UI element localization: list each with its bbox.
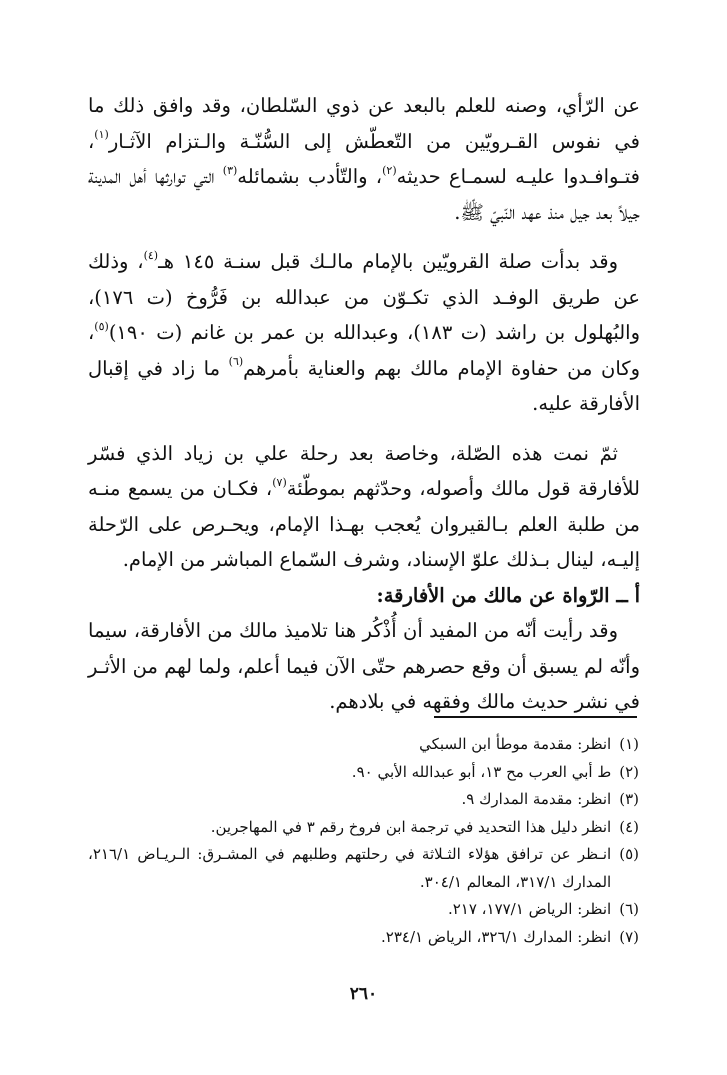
footnote-separator [434,716,637,718]
paragraph-1-text-4: التي توارثها أهل المدينة جيلاً بعد جيل منذ عهد النّبيّ ﷺ. [88,165,640,224]
footnote-number: (٢) [619,762,639,781]
footnote-text: انظر: مقدمة المدارك ٩. [461,790,612,808]
footnote-ref-2[interactable]: (٢) [382,163,397,177]
paragraph-3-text-2: ، فكـان من يسمع منـه من طلبة العلم بـالقيروان يُعجب بهـذا الإمام، ويحـرص على الرّحلة إليـه، لينال بـذلك علوّ الإسناد، وشرف السّماع المباشر من الإمام. [88,477,640,571]
footnote-ref-6[interactable]: (٦) [228,355,244,368]
footnote-number: (٣) [619,790,639,808]
footnote-ref-4[interactable]: (٤) [143,248,159,262]
paragraph-2 [88,244,640,422]
footnote-number: (٥) [619,845,639,863]
footnote-number: (١) [619,735,639,753]
footnote-5 [88,841,639,896]
footnote-text: انـظر عن ترافق هؤلاء الثـلاثة في رحلتهم وطلبهم في المشـرق: الـريـاض ٢١٦/١، المدارك ٣١٧/١، المعالم ٣٠٤/١. [88,845,612,891]
footnote-ref-5[interactable]: (٥) [94,319,109,333]
paragraph-2-text-2: ، وذلك عن طريق الوفـد الذي تكـوّن من عبدالله بن فَرُّوخ (ت ١٧٦)، والبُهلول بن راشد (ت ١٨٣)، وعبدالله بن عمر بن غانم (ت ١٩٠) [88,250,641,344]
footnote-4 [88,814,639,842]
footnote-text: ط أبي العرب مح ١٣، أبو عبدالله الأبي ٩٠. [351,762,612,781]
paragraph-1-text-1: عن الرّأي، وصنه للعلم بالبعد عن ذوي السّلطان، وقد وافق ذلك ما في نفوس القـرويّين من التّعطّش إلى السُّنّـة والـتزام الآثـار [88,94,640,153]
footnote-6 [88,896,639,924]
paragraph-1-text-3: ، والتّأدب بشمائله [237,165,383,188]
footnote-ref-7[interactable]: (٧) [272,475,287,489]
footnote-3 [88,786,639,814]
paragraph-2-text-4: ما زاد في إقبال الأفارقة عليه. [88,356,640,415]
footnote-1 [88,731,639,759]
footnote-text: انظر: مقدمة موطأ ابن السبكي [419,735,612,753]
footnote-7 [88,924,639,952]
footnotes [88,731,639,951]
paragraph-2-text-3: ، وكان من حفاوة الإمام مالك بهم والعناية بأمرهم [88,321,641,380]
footnote-text: انظر دليل هذا التحديد في ترجمة ابن فروخ رقم ٣ في المهاجرين. [210,817,612,836]
footnote-ref-1[interactable]: (١) [94,128,109,141]
paragraph-1-text-2: ، فتـوافـدوا عليـه لسمـاع حديثه [88,129,640,188]
footnote-number: (٤) [619,817,639,836]
page-number: ٢٦٠ [349,984,378,1004]
footnote-number: (٦) [619,900,639,918]
footnote-number: (٧) [619,927,639,946]
paragraph-3-text-1: ثمّ نمت هذه الصّلة، وخاصة بعد رحلة علي بن زياد الذي فسّر للأفارقة قول مالك وأصوله، وحدّثهم بموطّئة [88,441,640,500]
footnote-text: انظر: الرياض ١٧٧/١، ٢١٧. [447,900,612,918]
footnote-text: انظر: المدارك ٣٢٦/١، الرياض ٢٣٤/١. [381,927,612,946]
paragraph-1 [88,88,640,230]
footnote-2 [88,759,639,787]
paragraph-4: وقد رأيت أنّه من المفيد أن أُذْكُر هنا تلاميذ مالك من الأفارقة، سيما وأنّه لم يسبق أن وقع حصرهم حتّى الآن فيما أعلم، ولما لهم من الأثـر في نشر حديث مالك وفقهه في بلادهم. [88,619,641,713]
section-heading: أ ــ الرّواة عن مالك من الأفارقة: [376,583,640,607]
footnote-ref-3[interactable]: (٣) [222,163,238,177]
paragraph-gap [88,422,640,436]
paragraph-gap [88,230,640,244]
paragraph-3 [88,436,640,578]
paragraph-2-text-1: وقد بدأت صلة القرويّين بالإمام مالـك قبل سنـة ١٤٥ هـ [158,250,619,273]
